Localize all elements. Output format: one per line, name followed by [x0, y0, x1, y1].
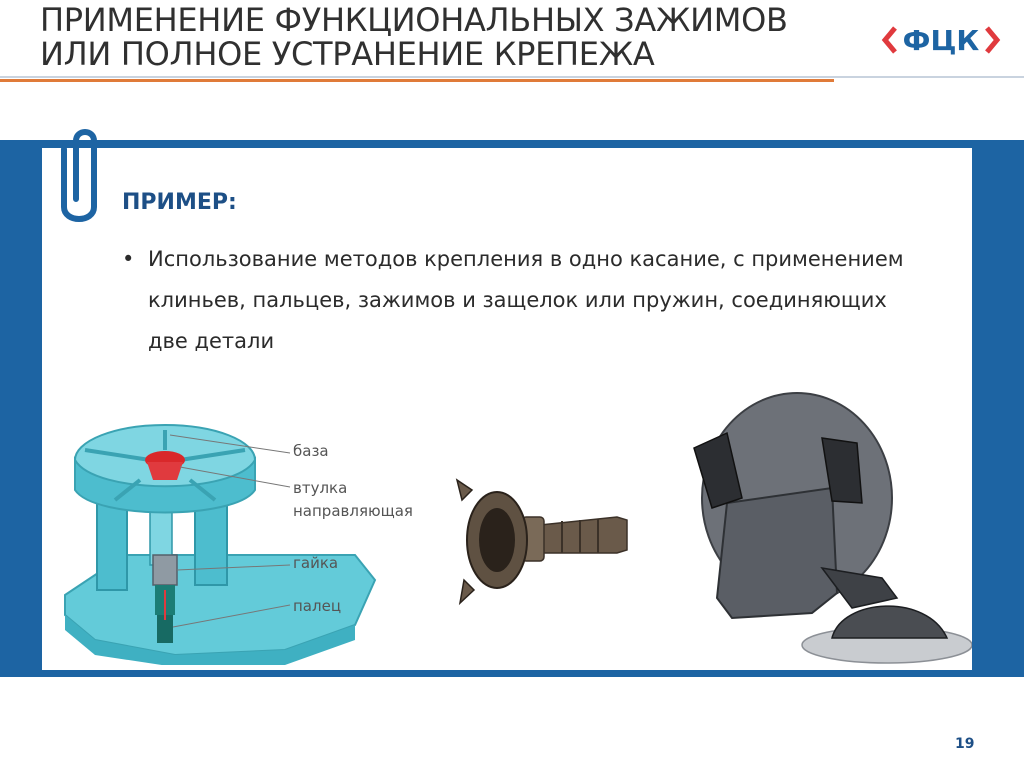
title-line-1: ПРИМЕНЕНИЕ ФУНКЦИОНАЛЬНЫХ ЗАЖИМОВ — [40, 1, 788, 39]
bullet-text: Использование методов крепления в одно касание, с применением клиньев, пальцев, зажимов и защелок или пружин, соединяющих две детали — [148, 247, 904, 353]
label-nut: гайка — [293, 554, 339, 572]
bullet-marker: • — [122, 247, 135, 271]
page-number: 19 — [955, 736, 975, 752]
header-accent-line — [0, 79, 834, 82]
label-pin: палец — [293, 597, 342, 615]
example-heading: ПРИМЕР: — [122, 190, 237, 215]
fixture-diagram — [55, 405, 440, 665]
paperclip-icon — [50, 127, 106, 229]
bullet-item — [122, 239, 912, 362]
fck-logo — [881, 20, 1001, 60]
title-line-2: ИЛИ ПОЛНОЕ УСТРАНЕНИЕ КРЕПЕЖА — [40, 35, 655, 73]
holder-image — [672, 383, 972, 668]
header-divider — [0, 76, 1024, 78]
slide-title — [40, 3, 880, 71]
label-sleeve-2: направляющая — [293, 502, 413, 520]
logo-text: ФЦК — [902, 24, 980, 57]
label-base: база — [293, 442, 329, 460]
label-sleeve-1: втулка — [293, 479, 348, 497]
coupling-image — [452, 465, 652, 615]
